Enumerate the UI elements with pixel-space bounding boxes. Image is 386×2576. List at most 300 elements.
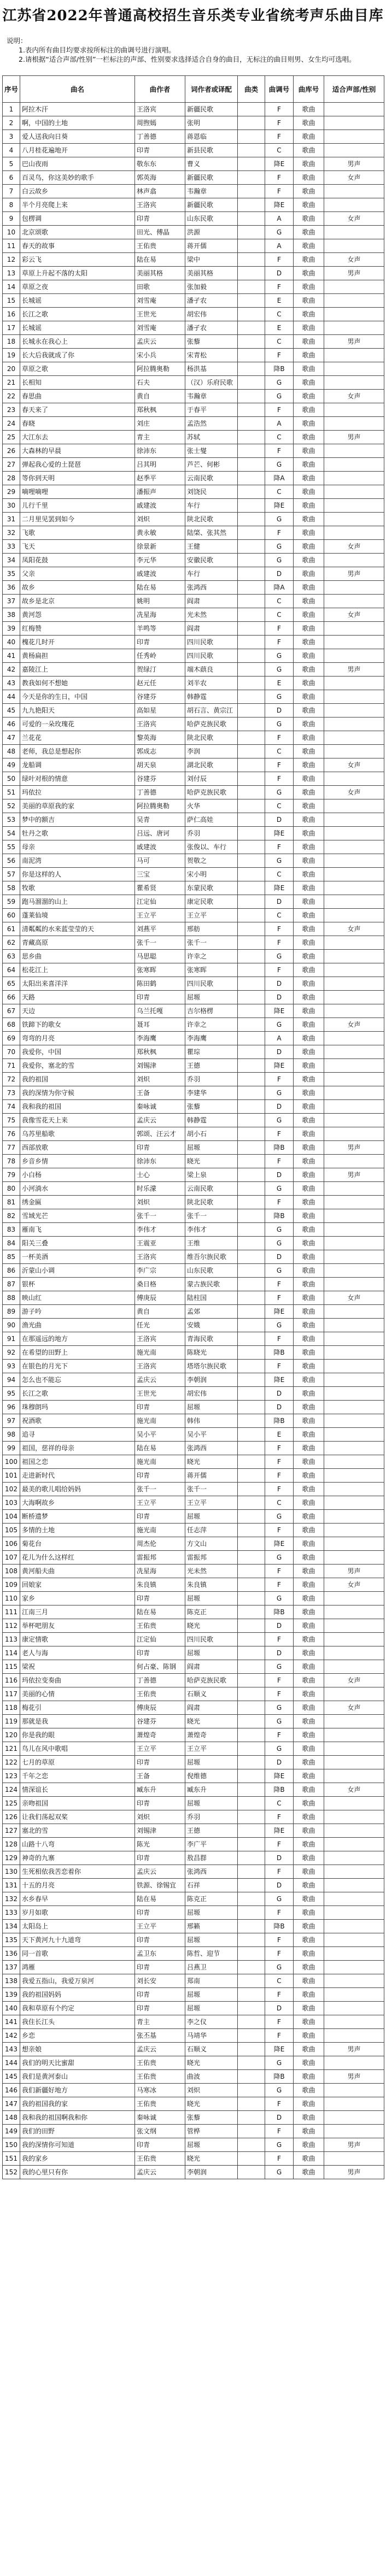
table-row [3, 1824, 384, 1838]
song-title: 黄杨扁担 [20, 649, 135, 663]
composer: 王立平 [135, 1742, 185, 1756]
composer: 王洛宾 [135, 198, 185, 212]
voice-type [324, 1633, 384, 1646]
lyricist: 贺敬之 [185, 854, 238, 868]
voice-type [324, 827, 384, 840]
row-index: 31 [3, 513, 20, 526]
table-row [3, 2002, 384, 2015]
song-key: C [265, 308, 294, 321]
song-category: 歌曲 [294, 1360, 324, 1373]
row-index: 4 [3, 144, 20, 157]
song-category: 歌曲 [294, 376, 324, 390]
voice-type [324, 936, 384, 950]
song-key: G [265, 663, 294, 677]
song-title: 生死相依我苦恋着你 [20, 1865, 135, 1879]
song-title: 巴山夜雨 [20, 157, 135, 171]
composer: 萧煌奇 [135, 1728, 185, 1742]
row-index: 41 [3, 649, 20, 663]
composer: 王立平 [135, 1920, 185, 1933]
table-row [3, 1742, 384, 1756]
song-category: 歌曲 [294, 526, 324, 540]
song-category: 歌曲 [294, 786, 324, 799]
voice-type: 男声 [324, 1168, 384, 1182]
table-row [3, 157, 384, 171]
lyricist: 屈塬 [185, 1592, 238, 1605]
song-key: A [265, 239, 294, 253]
song-title: 长江之歌 [20, 308, 135, 321]
composer: 姚明 [135, 595, 185, 608]
song-type [238, 1196, 265, 1209]
row-index: 86 [3, 1264, 20, 1278]
voice-type [324, 772, 384, 786]
row-index: 7 [3, 185, 20, 198]
voice-type: 女声 [324, 1578, 384, 1592]
row-index: 73 [3, 1086, 20, 1100]
table-row [3, 895, 384, 909]
row-index: 69 [3, 1032, 20, 1045]
song-key: F [265, 1073, 294, 1086]
song-category: 歌曲 [294, 171, 324, 185]
lyricist: 张加毅 [185, 280, 238, 294]
song-type [238, 1674, 265, 1687]
lyricist: 瞿琮 [185, 1045, 238, 1059]
row-index: 27 [3, 458, 20, 472]
song-type [238, 1428, 265, 1442]
song-title: 白云故乡 [20, 185, 135, 198]
voice-type: 男声 [324, 663, 384, 677]
song-type [238, 1715, 265, 1728]
song-type [238, 1018, 265, 1032]
song-title: 阳关三叠 [20, 1237, 135, 1250]
lyricist: 哈萨克族民歌 [185, 717, 238, 731]
song-key: F [265, 1360, 294, 1373]
song-title: 思乡曲 [20, 950, 135, 963]
voice-type [324, 349, 384, 362]
song-title: 雪域光芒 [20, 1209, 135, 1223]
row-index: 14 [3, 280, 20, 294]
song-type [238, 758, 265, 772]
composer: 刘炽 [135, 513, 185, 526]
song-type [238, 1141, 265, 1155]
song-type [238, 1961, 265, 1974]
song-key: G [265, 854, 294, 868]
lyricist: 光未然 [185, 608, 238, 622]
song-category: 歌曲 [294, 1551, 324, 1565]
voice-type [324, 1961, 384, 1974]
song-title: 大江东去 [20, 431, 135, 444]
voice-type [324, 1442, 384, 1455]
song-title: 草原之夜 [20, 280, 135, 294]
table-row [3, 1414, 384, 1428]
table-row [3, 1332, 384, 1346]
composer: 刘雪庵 [135, 321, 185, 335]
song-type [238, 868, 265, 881]
composer: 徐沛东 [135, 1155, 185, 1168]
song-category: 歌曲 [294, 349, 324, 362]
row-index: 140 [3, 2002, 20, 2015]
song-title: 祖国之恋 [20, 1455, 135, 1469]
song-type [238, 1906, 265, 1920]
voice-type: 女声 [324, 922, 384, 936]
song-type [238, 1250, 265, 1264]
table-row [3, 827, 384, 840]
song-category: 歌曲 [294, 1469, 324, 1483]
song-key: 降E [265, 881, 294, 895]
lyricist: 于春平 [185, 403, 238, 417]
song-key: C [265, 909, 294, 922]
composer: 黎英海 [135, 731, 185, 745]
row-index: 102 [3, 1483, 20, 1496]
row-index: 23 [3, 403, 20, 417]
song-title: 长大后我就成了你 [20, 349, 135, 362]
row-index: 100 [3, 1455, 20, 1469]
table-row [3, 321, 384, 335]
song-key: G [265, 1237, 294, 1250]
voice-type [324, 799, 384, 813]
row-index: 29 [3, 485, 20, 499]
song-category: 歌曲 [294, 608, 324, 622]
voice-type [324, 854, 384, 868]
song-title: 我和我的祖国啊我和你 [20, 2111, 135, 2125]
lyricist: 端木蕻良 [185, 663, 238, 677]
song-type [238, 171, 265, 185]
song-category: 歌曲 [294, 417, 324, 431]
song-type [238, 226, 265, 239]
song-type [238, 840, 265, 854]
row-index: 91 [3, 1332, 20, 1346]
table-row [3, 2152, 384, 2166]
table-row [3, 2166, 384, 2179]
song-category: 歌曲 [294, 1537, 324, 1551]
song-type [238, 1838, 265, 1851]
song-category: 歌曲 [294, 2084, 324, 2097]
song-key: D [265, 1646, 294, 1660]
lyricist: 韩静霆 [185, 1114, 238, 1127]
table-row [3, 1305, 384, 1319]
voice-type [324, 595, 384, 608]
row-index: 79 [3, 1168, 20, 1182]
row-index: 128 [3, 1838, 20, 1851]
song-key: D [265, 1879, 294, 1892]
lyricist: 刘半农 [185, 677, 238, 690]
song-title: 我的祖国妈妈 [20, 1988, 135, 2002]
song-type [238, 362, 265, 376]
song-key: F [265, 1332, 294, 1346]
lyricist: 张士燮 [185, 444, 238, 458]
table-row [3, 1715, 384, 1728]
row-index: 133 [3, 1906, 20, 1920]
voice-type [324, 963, 384, 977]
song-key: 降E [265, 1769, 294, 1783]
lyricist: 胡小石 [185, 1127, 238, 1141]
lyricist: 邢籁 [185, 1920, 238, 1933]
song-category: 歌曲 [294, 1633, 324, 1646]
song-title: 我住长江头 [20, 2015, 135, 2029]
lyricist: 云南民歌 [185, 472, 238, 485]
song-key: G [265, 1086, 294, 1100]
composer: 王佑贵 [135, 1619, 185, 1633]
note-item: 1.表内所有曲目均要求按所标注的曲调号进行演唱。 [19, 46, 176, 54]
row-index: 85 [3, 1250, 20, 1264]
voice-type [324, 813, 384, 827]
song-type [238, 1237, 265, 1250]
song-title: 小白杨 [20, 1168, 135, 1182]
voice-type [324, 1114, 384, 1127]
voice-type: 女声 [324, 212, 384, 226]
lyricist: 孟浩然 [185, 417, 238, 431]
table-row [3, 2056, 384, 2070]
voice-type [324, 1155, 384, 1168]
composer: 冼星海 [135, 608, 185, 622]
song-title: 山路十八弯 [20, 1838, 135, 1851]
song-category: 歌曲 [294, 280, 324, 294]
voice-type [324, 1838, 384, 1851]
song-category: 歌曲 [294, 362, 324, 376]
row-index: 143 [3, 2043, 20, 2056]
composer: 青主 [135, 2015, 185, 2029]
lyricist: 李建华 [185, 1086, 238, 1100]
song-title: 神奇的九寨 [20, 1851, 135, 1865]
lyricist: 陆棨、张其然 [185, 526, 238, 540]
song-title: 阿拉木汗 [20, 103, 135, 116]
song-key: A [265, 417, 294, 431]
song-title: 举杯吧朋友 [20, 1619, 135, 1633]
song-title: 银杯 [20, 1278, 135, 1291]
song-category: 歌曲 [294, 444, 324, 458]
lyricist: 阎肃 [185, 622, 238, 636]
song-key: F [265, 1633, 294, 1646]
composer: 印青 [135, 1961, 185, 1974]
song-title: 珠穆朗玛 [20, 1401, 135, 1414]
song-title: 游子吟 [20, 1305, 135, 1319]
table-row [3, 1537, 384, 1551]
table-row [3, 581, 384, 595]
table-row [3, 2043, 384, 2056]
song-category: 歌曲 [294, 1660, 324, 1674]
song-type [238, 294, 265, 308]
voice-type: 女声 [324, 786, 384, 799]
song-category: 歌曲 [294, 1496, 324, 1510]
song-key: G [265, 1182, 294, 1196]
song-type [238, 608, 265, 622]
song-category: 歌曲 [294, 1332, 324, 1346]
header-library: 曲库号 [294, 76, 324, 103]
song-type [238, 1797, 265, 1810]
lyricist: 洪源 [185, 226, 238, 239]
song-title: 春晓 [20, 417, 135, 431]
lyricist: 蒋开儒 [185, 239, 238, 253]
row-index: 152 [3, 2166, 20, 2179]
song-key: E [265, 677, 294, 690]
row-index: 16 [3, 308, 20, 321]
song-key: G [265, 1715, 294, 1728]
lyricist: 敖昌群 [185, 1851, 238, 1865]
song-title: 我和草原有个约定 [20, 2002, 135, 2015]
voice-type [324, 1537, 384, 1551]
song-key: D [265, 1387, 294, 1401]
composer: 铁源、徐锡宜 [135, 1879, 185, 1892]
lyricist: 梁上泉 [185, 1168, 238, 1182]
row-index: 35 [3, 567, 20, 581]
table-row [3, 1524, 384, 1537]
song-type [238, 1701, 265, 1715]
song-title: 我的深情为你守候 [20, 1086, 135, 1100]
song-category: 歌曲 [294, 1974, 324, 1988]
table-row [3, 1114, 384, 1127]
table-row [3, 349, 384, 362]
song-category: 歌曲 [294, 116, 324, 130]
table-row [3, 1646, 384, 1660]
row-index: 150 [3, 2138, 20, 2152]
song-category: 歌曲 [294, 977, 324, 991]
song-type [238, 1346, 265, 1360]
row-index: 81 [3, 1196, 20, 1209]
song-type [238, 2002, 265, 2015]
voice-type: 女声 [324, 1783, 384, 1797]
lyricist: 维吾尔族民歌 [185, 1250, 238, 1264]
composer: 乌兰托嘎 [135, 1004, 185, 1018]
lyricist: 刘饶民 [185, 485, 238, 499]
voice-type [324, 1332, 384, 1346]
song-category: 歌曲 [294, 649, 324, 663]
song-key: D [265, 2002, 294, 2015]
table-row [3, 2111, 384, 2125]
lyricist: 胡宏伟 [185, 1387, 238, 1401]
row-index: 115 [3, 1660, 20, 1674]
voice-type [324, 1237, 384, 1250]
song-category: 歌曲 [294, 772, 324, 786]
song-key: E [265, 321, 294, 335]
composer: 印青 [135, 1469, 185, 1483]
song-type [238, 595, 265, 608]
song-type [238, 663, 265, 677]
voice-type [324, 1182, 384, 1196]
table-row [3, 1264, 384, 1278]
song-category: 歌曲 [294, 431, 324, 444]
row-index: 142 [3, 2029, 20, 2043]
row-index: 49 [3, 758, 20, 772]
row-index: 6 [3, 171, 20, 185]
song-type [238, 1496, 265, 1510]
song-type [238, 417, 265, 431]
song-key: 降E [265, 198, 294, 212]
song-category: 歌曲 [294, 1701, 324, 1715]
song-key: F [265, 2029, 294, 2043]
table-row [3, 1196, 384, 1209]
song-type [238, 2152, 265, 2166]
voice-type [324, 239, 384, 253]
page-title: 江苏省2022年普通高校招生音乐类专业省统考声乐曲目库 [2, 8, 384, 24]
song-title: 啊，中国的土地 [20, 116, 135, 130]
row-index: 111 [3, 1605, 20, 1619]
composer: 陆在易 [135, 1605, 185, 1619]
table-row [3, 2015, 384, 2029]
song-category: 歌曲 [294, 103, 324, 116]
song-category: 歌曲 [294, 485, 324, 499]
song-key: C [265, 144, 294, 157]
table-row [3, 868, 384, 881]
song-title: 故乡是北京 [20, 595, 135, 608]
song-category: 歌曲 [294, 2125, 324, 2138]
row-index: 28 [3, 472, 20, 485]
song-type [238, 499, 265, 513]
song-key: G [265, 950, 294, 963]
voice-type [324, 444, 384, 458]
song-type [238, 485, 265, 499]
row-index: 2 [3, 116, 20, 130]
song-key: F [265, 636, 294, 649]
row-index: 59 [3, 895, 20, 909]
row-index: 114 [3, 1646, 20, 1660]
lyricist: 康定民歌 [185, 895, 238, 909]
song-category: 歌曲 [294, 1865, 324, 1879]
lyricist: 苏轼 [185, 431, 238, 444]
composer: 林声翕 [135, 185, 185, 198]
song-type [238, 677, 265, 690]
song-title: 渔光曲 [20, 1319, 135, 1332]
lyricist: 曹义 [185, 157, 238, 171]
song-title: 我们是黄河泰山 [20, 2070, 135, 2084]
song-title: 玛依拉 [20, 786, 135, 799]
song-key: D [265, 991, 294, 1004]
composer: 江定仙 [135, 1633, 185, 1646]
lyricist: 石顺义 [185, 2043, 238, 2056]
row-index: 60 [3, 909, 20, 922]
song-title: 彩云飞 [20, 253, 135, 267]
lyricist: 蒋开儒 [185, 1469, 238, 1483]
row-index: 96 [3, 1401, 20, 1414]
voice-type [324, 2111, 384, 2125]
lyricist: 雷振邦 [185, 1551, 238, 1565]
row-index: 138 [3, 1974, 20, 1988]
lyricist: 李伟才 [185, 1223, 238, 1237]
song-title: 追寻 [20, 1428, 135, 1442]
lyricist: 张藜 [185, 1100, 238, 1114]
table-row [3, 2070, 384, 2084]
song-type [238, 1127, 265, 1141]
lyricist: 张鸿西 [185, 581, 238, 595]
table-row [3, 1004, 384, 1018]
song-type [238, 458, 265, 472]
notes-heading: 说明： [7, 37, 27, 45]
lyricist: 梁中 [185, 253, 238, 267]
composer: 潘振声 [135, 485, 185, 499]
composer: 周杰伦 [135, 1537, 185, 1551]
song-title: 老师，我总是想起你 [20, 745, 135, 758]
song-title: 我的心里只有你 [20, 2166, 135, 2179]
row-index: 55 [3, 840, 20, 854]
table-row [3, 1920, 384, 1933]
table-header-row [3, 76, 384, 103]
composer: 印青 [135, 1906, 185, 1920]
composer: 王立平 [135, 909, 185, 922]
composer: 王佑贵 [135, 1687, 185, 1701]
song-type [238, 390, 265, 403]
composer: 宋小兵 [135, 349, 185, 362]
song-type [238, 526, 265, 540]
song-key: D [265, 267, 294, 280]
song-category: 歌曲 [294, 253, 324, 267]
table-row [3, 526, 384, 540]
song-key: F [265, 731, 294, 745]
song-category: 歌曲 [294, 622, 324, 636]
song-type [238, 1892, 265, 1906]
composer: 阿拉腾奥勒 [135, 362, 185, 376]
song-key: F [265, 1988, 294, 2002]
song-type [238, 1646, 265, 1660]
song-type [238, 1045, 265, 1059]
lyricist: 安娥 [185, 1319, 238, 1332]
